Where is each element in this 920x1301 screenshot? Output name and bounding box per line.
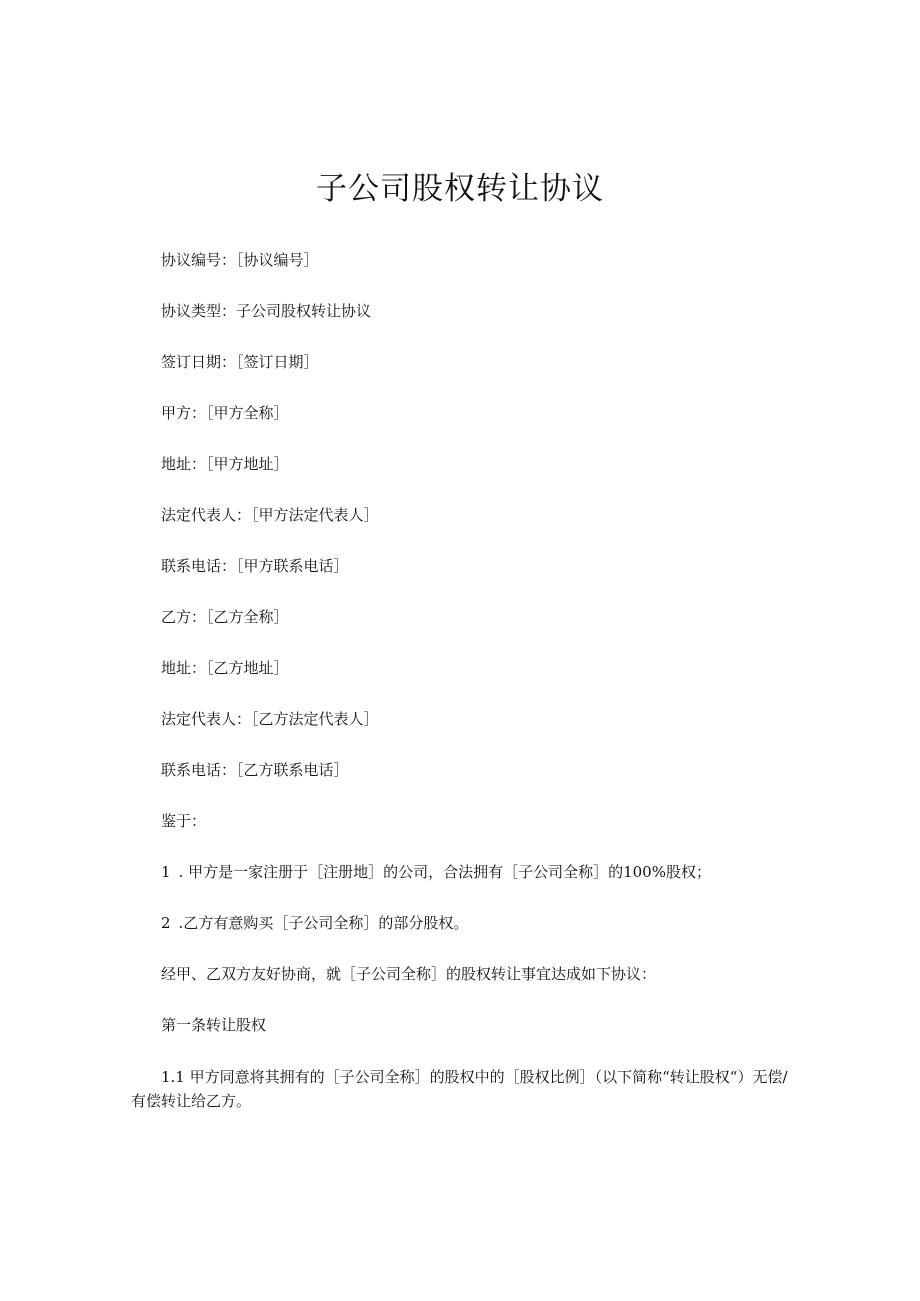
- recital-text: .乙方有意购买［子公司全称］的部分股权。: [178, 914, 469, 932]
- agreement-number: 协议编号：［协议编号］: [161, 251, 319, 269]
- party-b-name: 乙方：［乙方全称］: [161, 608, 289, 626]
- recital-number: 1: [161, 863, 171, 881]
- signing-date: 签订日期：［签订日期］: [161, 353, 319, 371]
- party-b-legal-rep: 法定代表人：［乙方法定代表人］: [161, 710, 379, 728]
- party-a-legal-rep: 法定代表人：［甲方法定代表人］: [161, 506, 379, 524]
- article-1-heading: 第一条转让股权: [161, 1016, 267, 1034]
- agreement-type: 协议类型：子公司股权转让协议: [161, 302, 372, 320]
- recital-1: [161, 861, 711, 883]
- party-b-address: 地址：［乙方地址］: [161, 659, 289, 677]
- party-a-name: 甲方：［甲方全称］: [161, 404, 289, 422]
- document-title: 子公司股权转让协议: [316, 171, 604, 207]
- party-a-phone: 联系电话：［甲方联系电话］: [161, 557, 349, 575]
- party-a-address: 地址：［甲方地址］: [161, 455, 289, 473]
- whereas-heading: 鉴于：: [161, 812, 207, 830]
- recital-2: [161, 912, 468, 934]
- recital-text: . 甲方是一家注册于［注册地］的公司，合法拥有［子公司全称］的100%股权；: [178, 863, 711, 881]
- agreement-intro: 经甲、乙双方友好协商，就［子公司全称］的股权转让事宜达成如下协议：: [161, 965, 657, 983]
- clause-1-1: 1.1 甲方同意将其拥有的［子公司全称］的股权中的［股权比例］（以下简称“转让股权“）无偿/有偿转让给乙方。: [131, 1068, 788, 1110]
- party-b-phone: 联系电话：［乙方联系电话］: [161, 761, 349, 779]
- recital-number: 2: [161, 914, 171, 932]
